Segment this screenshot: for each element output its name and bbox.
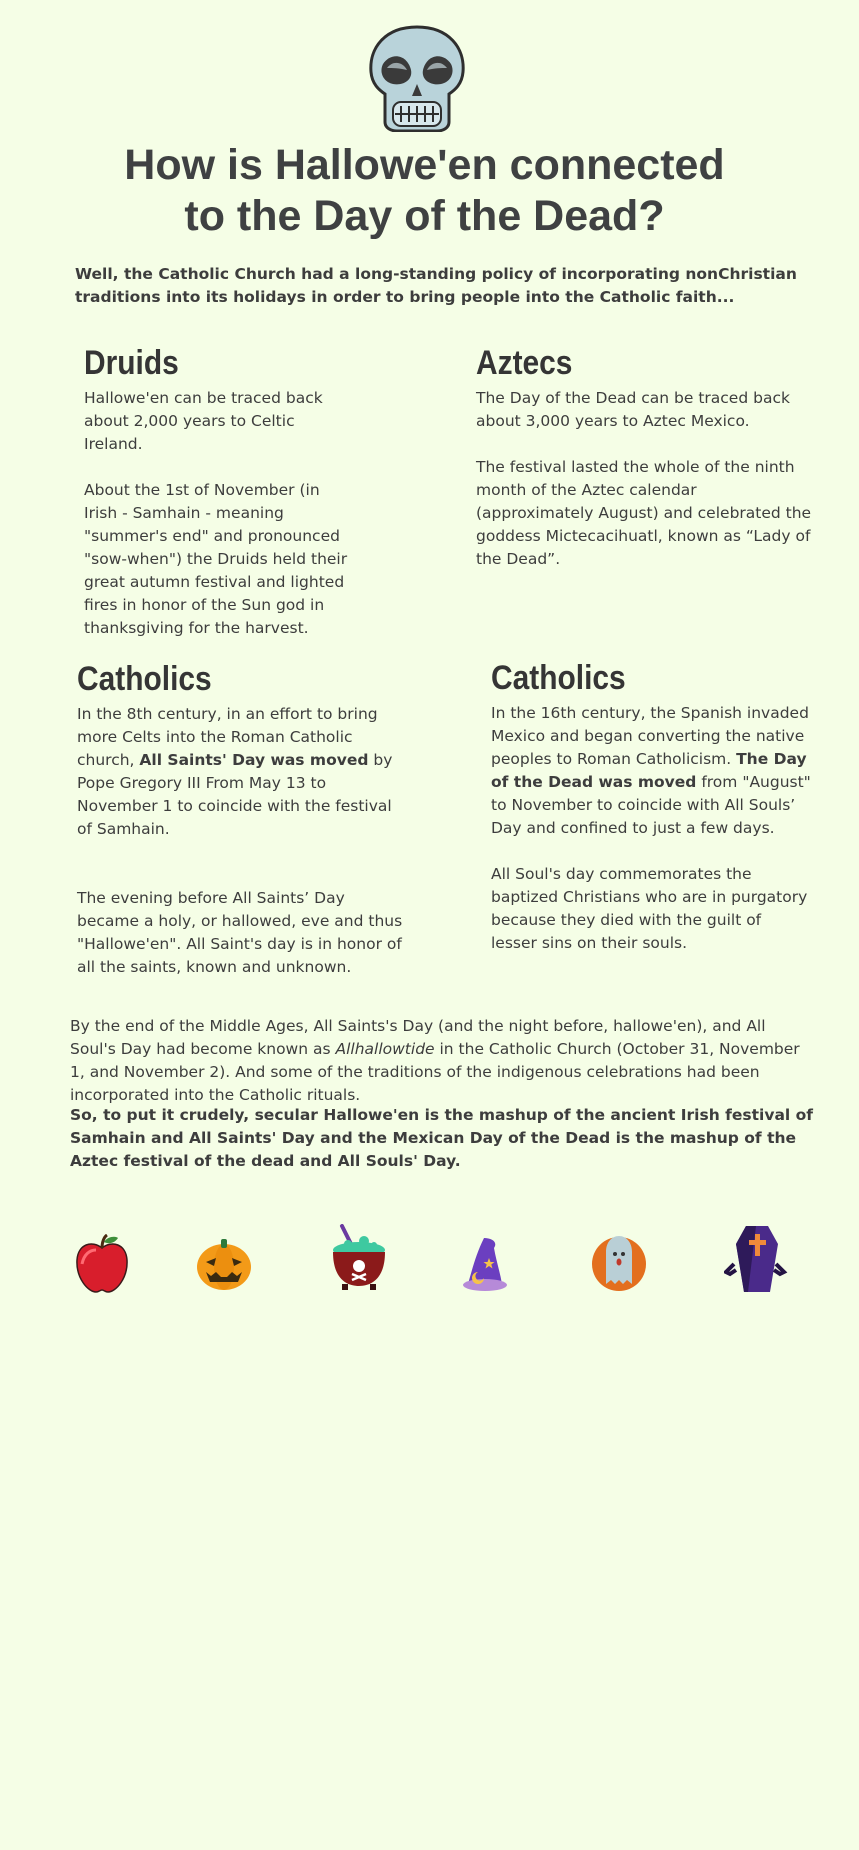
jack-o-lantern-icon [196, 1236, 252, 1292]
catholics-16th-century-section [491, 658, 811, 955]
coffin-icon [724, 1224, 788, 1294]
cauldron-icon [328, 1224, 390, 1292]
aztecs-section [476, 343, 816, 571]
catholics-heading-right: Catholics [491, 659, 626, 697]
catholics-heading-left: Catholics [77, 660, 212, 698]
icon-row [0, 1230, 859, 1300]
aztecs-paragraph-2: The festival lasted the whole of the ninth month of the Aztec calendar (approximately August) and celebrated the goddess Mictecacihuatl, known as “Lady of the Dead”. [476, 458, 812, 568]
aztecs-paragraph-1: The Day of the Dead can be traced back about 3,000 years to Aztec Mexico. [476, 389, 790, 430]
allhallowtide-paragraph: By the end of the Middle Ages, All Saints's Day (and the night before, hallowe'en), and All Soul's Day had become known as Allhallowtide in the Catholic Church (October 31, November 1, and November 2). And some of the traditions of the indigenous celebrations had been incorporated into the Catholic rituals. [70, 1017, 800, 1104]
druids-section [84, 343, 354, 640]
druids-paragraph-1: Hallowe'en can be traced back about 2,000 years to Celtic Ireland. [84, 389, 323, 453]
catholics-left-paragraph-1: In the 8th century, in an effort to bring more Celts into the Roman Catholic church, All Saints' Day was moved by Pope Gregory III From May 13 to November 1 to coincide with the festival of Samhain. [77, 705, 393, 838]
druids-heading: Druids [84, 344, 179, 382]
summary-paragraph: So, to put it crudely, secular Hallowe'en is the mashup of the ancient Irish festival of Samhain and All Saints' Day and the Mexican Day of the Dead is the mashup of the Aztec festival of the dead and All Souls' Day. [70, 1106, 814, 1170]
witch-hat-icon [462, 1236, 508, 1292]
catholics-right-paragraph-2: All Soul's day commemorates the baptized Christians who are in purgatory because they died with the guilt of lesser sins on their souls. [491, 865, 808, 952]
apple-icon [74, 1234, 130, 1294]
page-title: How is Hallowe'en connected to the Day of the Dead? [124, 141, 725, 240]
intro-text: Well, the Catholic Church had a long-standing policy of incorporating nonChristian traditions into its holidays in order to bring people into the Catholic faith... [75, 265, 797, 306]
catholics-left-paragraph-2: The evening before All Saints’ Day became a holy, or hallowed, eve and thus "Hallowe'en". All Saint's day is in honor of all the saints, known and unknown. [77, 889, 403, 976]
druids-paragraph-2: About the 1st of November (in Irish - Samhain - meaning "summer's end" and pronounced "sow-when") the Druids held their great autumn festival and lighted fires in honor of the Sun god in thanksgiving for the harvest. [84, 481, 348, 637]
ghost-icon [590, 1232, 648, 1292]
aztecs-heading: Aztecs [476, 344, 573, 382]
skull-icon [363, 24, 471, 132]
catholics-8th-century-section [77, 659, 407, 979]
catholics-right-paragraph-1: In the 16th century, the Spanish invaded Mexico and began converting the native peoples to Roman Catholicism. The Day of the Dead was moved from "August" to November to coincide with All Souls’ Day and confined to just a few days. [491, 704, 811, 837]
